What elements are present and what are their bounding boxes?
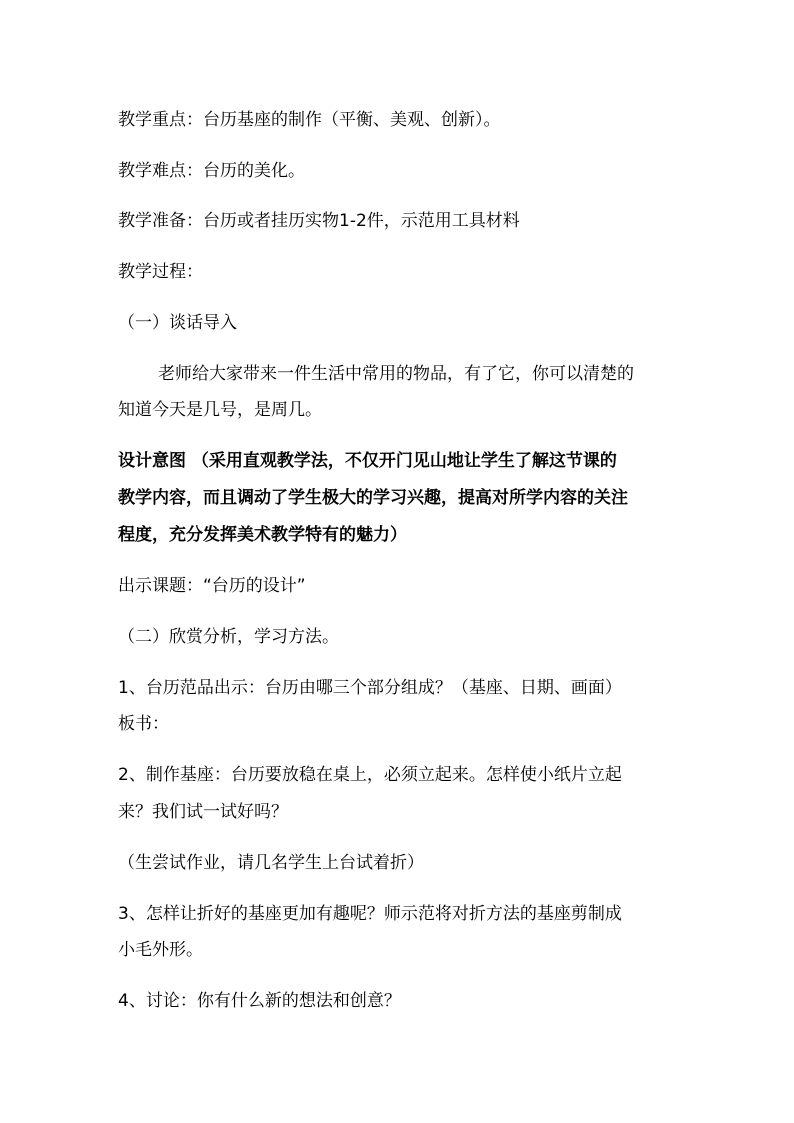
list-item-2: 2、制作基座：台历要放稳在桌上，必须立起来。怎样使小纸片立起 bbox=[118, 765, 622, 785]
list-item-1-continuation: 板书： bbox=[118, 714, 169, 734]
list-item-3-continuation: 小毛外形。 bbox=[118, 940, 203, 960]
design-intent-line: 程度，充分发挥美术教学特有的魅力） bbox=[118, 525, 407, 545]
text-line-teaching-focus: 教学重点：台历基座的制作（平衡、美观、创新）。 bbox=[118, 110, 501, 130]
list-item-4: 4、讨论：你有什么新的想法和创意？ bbox=[118, 991, 401, 1011]
text-line-teaching-difficulty: 教学难点：台历的美化。 bbox=[118, 161, 305, 181]
paragraph-line: 知道今天是几号，是周几。 bbox=[118, 400, 322, 420]
text-line-teaching-process: 教学过程： bbox=[118, 262, 203, 282]
text-line-student-activity: （生尝试作业，请几名学生上台试着折） bbox=[118, 853, 424, 873]
text-line-topic: 出示课题：“台历的设计” bbox=[118, 576, 306, 596]
text-line-teaching-preparation: 教学准备：台历或者挂历实物1-2件，示范用工具材料 bbox=[118, 211, 520, 231]
paragraph-line: 老师给大家带来一件生活中常用的物品，有了它，你可以清楚的 bbox=[158, 364, 634, 384]
design-intent-line: 设计意图 （采用直观教学法，不仅开门见山地让学生了解这节课的 bbox=[118, 451, 617, 471]
list-item-3: 3、怎样让折好的基座更加有趣呢？师示范将对折方法的基座剪制成 bbox=[118, 904, 622, 924]
list-item-2-continuation: 来？我们试一试好吗？ bbox=[118, 802, 288, 822]
design-intent-line: 教学内容，而且调动了学生极大的学习兴趣，提高对所学内容的关注 bbox=[118, 488, 628, 508]
section-heading-analysis: （二）欣赏分析，学习方法。 bbox=[118, 627, 339, 647]
list-item-1: 1、台历范品出示：台历由哪三个部分组成？（基座、日期、画面） bbox=[118, 678, 622, 698]
section-heading-intro: （一）谈话导入 bbox=[118, 313, 237, 333]
